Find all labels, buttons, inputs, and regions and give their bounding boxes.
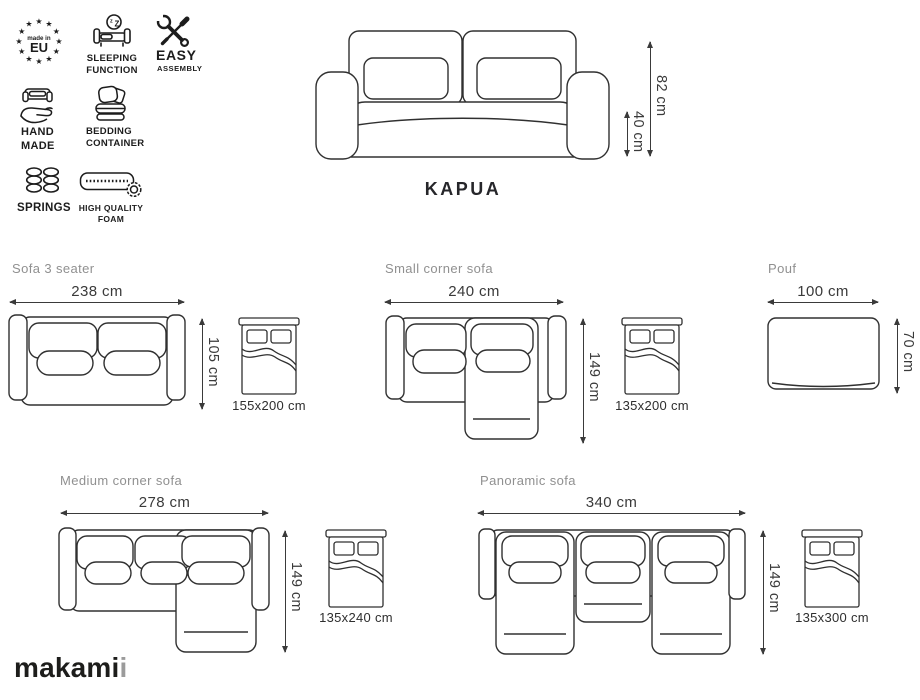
width-dim: 240 cm: [448, 283, 500, 300]
svg-text:z: z: [110, 18, 113, 25]
depth-dim: 149 cm: [288, 562, 304, 612]
depth-dim: 105 cm: [205, 337, 221, 387]
depth-arrow: [202, 319, 203, 409]
bed-size-icon: [238, 317, 300, 396]
brand-logo-accent: i: [119, 652, 128, 683]
bed-size-icon: [325, 529, 387, 609]
depth-dim: 70 cm: [900, 331, 916, 373]
overall-height-arrow: [650, 42, 651, 156]
bedding-container-label: BEDDING CONTAINER: [86, 126, 145, 149]
svg-text:★: ★: [18, 47, 26, 56]
hand-made-label: HAND MADE: [21, 126, 55, 152]
bed-size-label: 135x300 cm: [795, 610, 869, 625]
variant-title-medium-corner-sofa: Medium corner sofa: [60, 473, 183, 488]
variant-title-sofa-3-seater: Sofa 3 seater: [12, 261, 95, 276]
svg-text:★: ★: [52, 47, 60, 56]
svg-text:★: ★: [35, 57, 43, 66]
width-arrow: [61, 513, 268, 514]
depth-dim: 149 cm: [586, 352, 602, 402]
bed-size-icon: [621, 317, 683, 396]
sleeping-function-icon: [92, 13, 132, 51]
svg-text:★: ★: [15, 37, 23, 46]
depth-arrow: [897, 319, 898, 393]
small-corner-sofa-top-view: [385, 315, 567, 442]
svg-text:Z: Z: [114, 19, 120, 29]
width-arrow: [10, 302, 184, 303]
seat-height-dim: 40 cm: [630, 111, 646, 153]
sleeping-function-label: SLEEPING FUNCTION: [86, 53, 138, 76]
springs-icon: [25, 166, 59, 197]
hand-made-icon: [18, 87, 56, 127]
overall-height-dim: 82 cm: [653, 75, 669, 117]
depth-arrow: [763, 531, 764, 654]
width-dim: 340 cm: [585, 494, 638, 511]
made-in-eu-icon: [13, 15, 65, 67]
easy-assembly-label-big: EASY: [156, 47, 197, 63]
product-name: KAPUA: [424, 179, 502, 199]
springs-label: SPRINGS: [17, 202, 71, 214]
width-dim: 238 cm: [71, 283, 123, 300]
sofa-front-view-drawing: [315, 28, 610, 161]
depth-dim: 149 cm: [766, 563, 782, 613]
svg-text:★: ★: [25, 54, 33, 64]
sofa-3-seater-top-view: [8, 314, 186, 410]
svg-text:★: ★: [45, 54, 53, 64]
easy-assembly-icon: [154, 12, 194, 50]
svg-text:★: ★: [35, 17, 43, 26]
variant-title-pouf: Pouf: [768, 261, 797, 276]
width-dim: 100 cm: [797, 283, 849, 300]
svg-text:★: ★: [55, 37, 63, 46]
eu-text: EU: [29, 40, 49, 55]
medium-corner-sofa-top-view: [58, 527, 270, 655]
svg-text:★: ★: [52, 27, 60, 36]
bed-size-icon: [801, 529, 863, 609]
high-quality-foam-icon: [79, 170, 143, 200]
width-arrow: [385, 302, 563, 303]
variant-title-small-corner-sofa: Small corner sofa: [385, 261, 493, 276]
made-in-text: made in: [27, 35, 51, 42]
variant-title-panoramic-sofa: Panoramic sofa: [480, 473, 576, 488]
svg-text:★: ★: [25, 19, 33, 29]
bedding-container-icon: [93, 85, 129, 127]
pouf-top-view: [767, 317, 880, 393]
high-quality-foam-label: HIGH QUALITY FOAM: [78, 203, 144, 224]
svg-text:★: ★: [18, 27, 26, 36]
width-dim: 278 cm: [138, 494, 191, 511]
brand-logo: [14, 652, 127, 684]
easy-assembly-label-small: ASSEMBLY: [157, 64, 203, 73]
depth-arrow: [583, 319, 584, 443]
brand-logo-main: makami: [14, 652, 120, 683]
panoramic-sofa-top-view: [478, 528, 746, 658]
bed-size-label: 135x240 cm: [319, 610, 393, 625]
width-arrow: [478, 513, 745, 514]
width-arrow: [768, 302, 878, 303]
bed-size-label: 155x200 cm: [232, 398, 306, 413]
depth-arrow: [285, 531, 286, 652]
bed-size-label: 135x200 cm: [615, 398, 689, 413]
seat-height-arrow: [627, 112, 628, 156]
svg-text:★: ★: [45, 19, 53, 29]
